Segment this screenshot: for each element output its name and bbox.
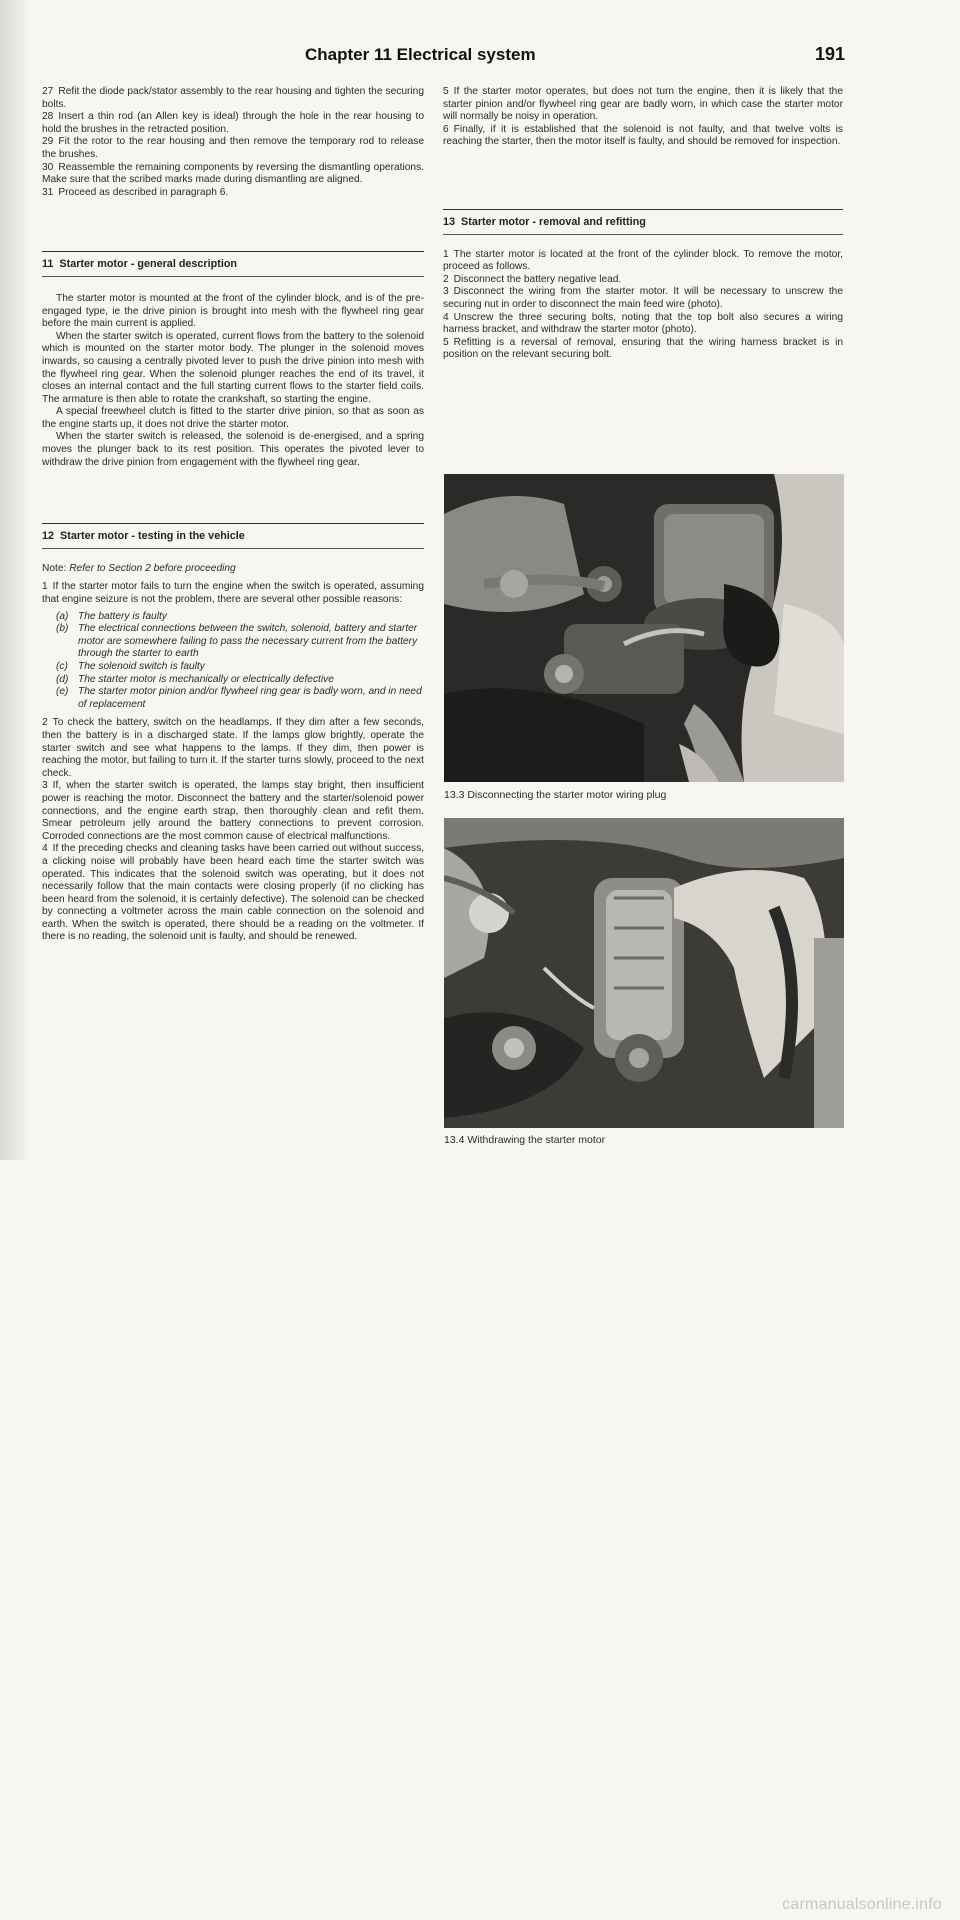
note: Note: Refer to Section 2 before proceeding [42, 562, 236, 574]
paragraph: When the starter switch is released, the solenoid is de-energised, and a spring moves the plunger back to its rest position. This operates the pivoted lever to withdraw the drive pinion from engagement with the flywheel ring gear. [42, 431, 424, 468]
list-item: (c) The solenoid switch is faulty [56, 661, 205, 672]
photo-caption: 13.4 Withdrawing the starter motor [444, 1134, 606, 1146]
photo-starter-wiring [444, 474, 844, 782]
paragraph: 29 Fit the rotor to the rear housing and then remove the temporary rod to release the brushes. [42, 136, 424, 160]
reasons-list [42, 611, 424, 712]
paragraph: 3 Disconnect the wiring from the starter motor. It will be necessary to unscrew the securing nut in order to disconnect the main feed wire (photo). [443, 286, 843, 310]
paragraph: 28 Insert a thin rod (an Allen key is ideal) through the hole in the rear housing to hold the brushes in the retracted position. [42, 111, 424, 135]
page-number: 191 [814, 44, 845, 64]
paragraph: 2 To check the battery, switch on the headlamps. If they dim after a few seconds, then the battery is in a discharged state. If the lamps glow brightly, operate the starter switch and see what happens to the lamps. If they dim, then power is reaching the motor, but failing to turn it. If the starter turns slowly, proceed to the next check. [42, 717, 424, 779]
list-item: (a) The battery is faulty [56, 610, 167, 622]
section-heading-12: 12 Starter motor - testing in the vehicle [42, 523, 424, 549]
right-column [443, 86, 843, 362]
watermark: carmanualsonline.info [782, 1896, 942, 1913]
paragraph: 2 Disconnect the battery negative lead. [443, 273, 622, 285]
paragraph: 30 Reassemble the remaining components by reversing the dismantling operations. Make sure that the scribed marks made during dismantling are aligned. [42, 161, 424, 186]
paragraph: A special freewheel clutch is fitted to the starter drive pinion, so that as soon as the engine starts up, it does not drive the starter motor. [42, 406, 424, 430]
page-edge-shadow [0, 0, 30, 1160]
paragraph: 6 Finally, if it is established that the solenoid is not faulty, and that twelve volts is reaching the starter, then the motor itself is faulty, and should be removed for inspection. [443, 123, 843, 148]
section-heading-13: 13 Starter motor - removal and refitting [443, 209, 843, 235]
left-column [42, 86, 424, 944]
paragraph: 5 If the starter motor operates, but does not turn the engine, then it is likely that the starter pinion and/or flywheel ring gear are badly worn, in which case the starter motor will normally be noisy in operation. [443, 86, 843, 123]
list-item: (e) The starter motor pinion and/or flywheel ring gear is badly worn, and in need of replacement [56, 686, 422, 710]
page-header [305, 44, 845, 65]
paragraph: 27 Refit the diode pack/stator assembly to the rear housing and tighten the securing bolts. [42, 86, 424, 110]
engine-bay-photo-1 [444, 474, 844, 782]
engine-bay-photo-2 [444, 818, 844, 1128]
paragraph: 1 The starter motor is located at the front of the cylinder block. To remove the motor, proceed as follows. [443, 248, 843, 273]
paragraph: 4 If the preceding checks and cleaning tasks have been carried out without success, a clicking noise will probably have been heard each time the starter switch was operated. This indicates that the solenoid switch was operating, but it does not necessarily follow that the main contacts were closing properly (if no clicking has been heard from the solenoid, it is certainly defective). The solenoid can be checked by connecting a voltmeter across the main cable connection on the solenoid and earth. When the switch is operated, there should be a reading on the voltmeter. If there is no reading, the solenoid unit is faulty, and should be renewed. [42, 843, 424, 943]
paragraph: 31 Proceed as described in paragraph 6. [42, 186, 229, 198]
chapter-title: Chapter 11 Electrical system [305, 45, 536, 64]
photo-caption: 13.3 Disconnecting the starter motor wiring plug [444, 789, 667, 801]
section-heading-11: 11 Starter motor - general description [42, 251, 424, 277]
list-item: (b) The electrical connections between the switch, solenoid, battery and starter motor are somewhere failing to pass the necessary current from the battery through the starter to earth [56, 623, 418, 660]
paragraph: 4 Unscrew the three securing bolts, noting that the top bolt also secures a wiring harness bracket, and withdraw the starter motor (photo). [443, 311, 843, 336]
paragraph: When the starter switch is operated, current flows from the battery to the solenoid which is mounted on the starter motor body. The plunger in the solenoid moves inwards, so causing a centrally pivoted lever to push the drive pinion into mesh with the flywheel ring gear. When the solenoid plunger reaches the end of its travel, it closes an internal contact and the full starting current flows to the starter field coils. The armature is then able to rotate the crankshaft, so starting the engine. [42, 330, 424, 405]
paragraph: The starter motor is mounted at the front of the cylinder block, and is of the pre-engaged type, ie the drive pinion is brought into mesh with the flywheel ring gear before the main current is applied. [42, 292, 424, 330]
list-item: (d) The starter motor is mechanically or electrically defective [56, 673, 334, 685]
paragraph: 1 If the starter motor fails to turn the engine when the switch is operated, assuming that engine seizure is not the problem, there are several other possible reasons: [42, 581, 424, 606]
paragraph: 5 Refitting is a reversal of removal, ensuring that the wiring harness bracket is in position on the relevant securing bolt. [443, 336, 843, 361]
paragraph: 3 If, when the starter switch is operated, the lamps stay bright, then insufficient power is reaching the motor. Disconnect the battery and the starter/solenoid power connections, and the engine earth strap, then thoroughly clean and refit them. Smear petroleum jelly around the battery connections to prevent corrosion. Corroded connections are the most common cause of electrical malfunctions. [42, 780, 424, 842]
photo-starter-withdraw [444, 818, 844, 1128]
